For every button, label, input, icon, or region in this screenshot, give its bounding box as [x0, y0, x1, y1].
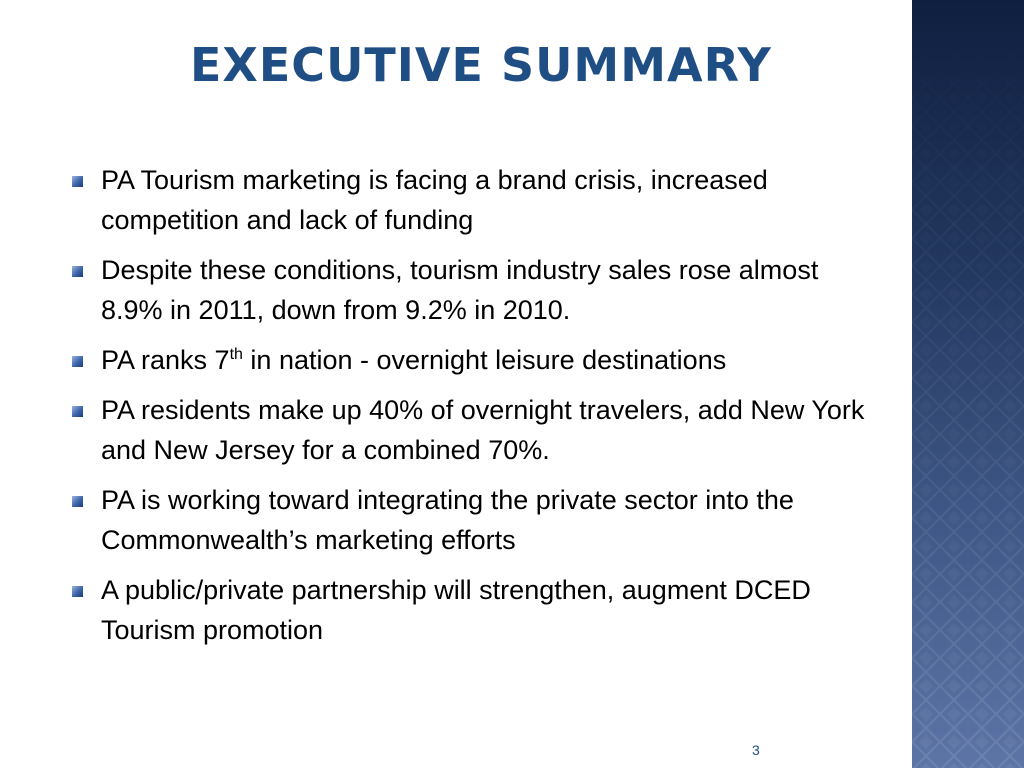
slide-title: EXECUTIVE SUMMARY — [190, 38, 772, 92]
bullet-item — [72, 480, 872, 560]
bullet-text — [101, 345, 726, 375]
bullet-text: PA Tourism marketing is facing a brand crisis, increased competition and lack of funding — [101, 165, 768, 235]
diamond-lattice-pattern — [912, 0, 1024, 768]
bullet-list — [72, 160, 872, 660]
decorative-side-panel — [912, 0, 1024, 768]
square-bullet-icon — [72, 266, 83, 277]
bullet-item — [72, 160, 872, 240]
ordinal-suffix: th — [229, 346, 243, 363]
page-number: 3 — [752, 742, 760, 758]
bullet-text: A public/private partnership will strengthen, augment DCED Tourism promotion — [101, 575, 811, 645]
bullet-text: PA residents make up 40% of overnight travelers, add New York and New Jersey for a combined 70%. — [101, 395, 865, 465]
bullet-text-part: in nation - overnight leisure destinations — [242, 345, 727, 375]
square-bullet-icon — [72, 176, 83, 187]
bullet-item — [72, 390, 872, 470]
bullet-item — [72, 570, 872, 650]
bullet-text: Despite these conditions, tourism industry sales rose almost 8.9% in 2011, down from 9.2% in 2010. — [101, 255, 819, 325]
bullet-text: PA is working toward integrating the private sector into the Commonwealth’s marketing efforts — [101, 485, 794, 555]
bullet-item — [72, 250, 872, 330]
square-bullet-icon — [72, 586, 83, 597]
bullet-text-part: PA ranks 7 — [101, 345, 230, 375]
bullet-item — [72, 340, 872, 380]
square-bullet-icon — [72, 496, 83, 507]
square-bullet-icon — [72, 406, 83, 417]
square-bullet-icon — [72, 356, 83, 367]
